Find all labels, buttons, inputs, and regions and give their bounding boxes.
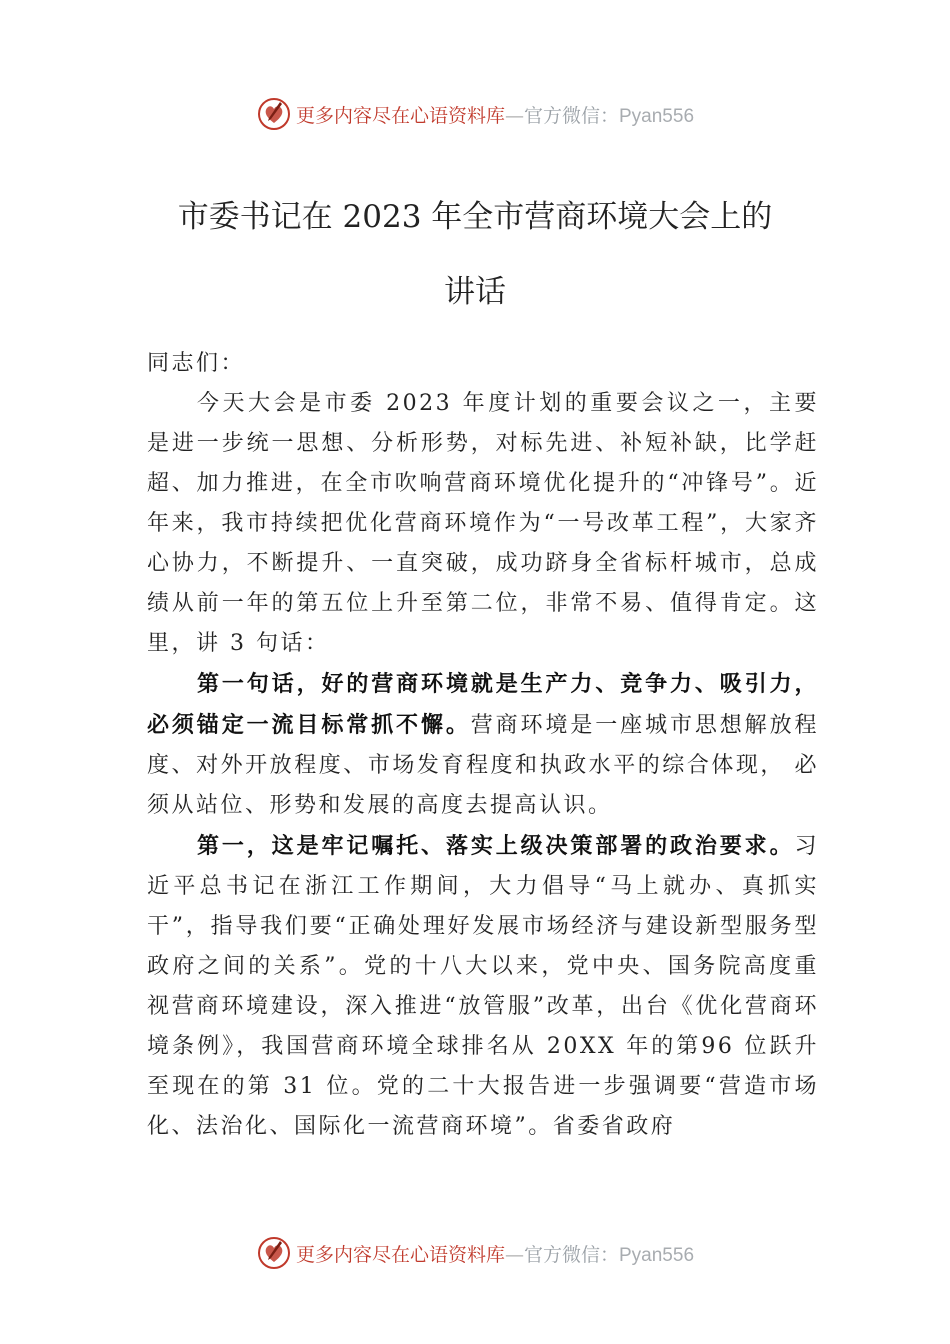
- watermark-wechat-id: Pyan556: [619, 1244, 695, 1266]
- paragraph-first-sentence-body: 营商环境是一座城市思想解放程度、对外开放程度、市场发育程度和执政水平的综合体现， 必须从站位、形势和发展的高度去提高认识。: [147, 713, 819, 818]
- document-title: [100, 180, 850, 330]
- watermark-text: [296, 1240, 694, 1267]
- paragraph-intro: 今天大会是市委 2023 年度计划的重要会议之一，主要是进一步统一思想、分析形势，对标先进、补短补缺，比学赶超、加力推进，在全市吹响营商环境优化提升的“冲锋号”。近年来，我市持续把优化营商环境作为“一号改革工程”，大家齐心协力，不断提升、一直突破，成功跻身全省标杆城市，总成绩从前一年的第五位上升至第二位，非常不易、值得肯定。这里，讲 3 句话：: [147, 391, 819, 656]
- paragraph-first-sentence-heading: 第一句话，好的营商环境就是生产力、竞争力、吸引力，必须锚定一流目标常抓不懈。: [147, 671, 819, 738]
- title-line-2: 讲话: [444, 274, 506, 310]
- watermark-site-name: 更多内容尽在心语资料库: [295, 104, 505, 127]
- title-line-1: 市委书记在 2023 年全市营商环境大会上的: [177, 199, 773, 235]
- watermark-wechat-label: 官方微信：: [523, 104, 619, 127]
- watermark-dash: —: [504, 104, 524, 127]
- watermark-wechat-label: 官方微信：: [523, 1243, 619, 1266]
- watermark-dash: —: [504, 1243, 524, 1266]
- watermark-footer: [0, 1233, 950, 1273]
- watermark-header: [0, 94, 950, 134]
- document-body: [147, 344, 819, 1147]
- greeting: 同志们：: [147, 351, 246, 376]
- watermark-site-name: 更多内容尽在心语资料库: [295, 1243, 505, 1266]
- heart-pen-logo-icon: [256, 96, 292, 132]
- paragraph-first-sentence: [147, 664, 819, 826]
- paragraph-first-point-body: 习近平总书记在浙江工作期间，大力倡导“马上就办、真抓实干”，指导我们要“正确处理好发展市场经济与建设新型服务型政府之间的关系”。党的十八大以来，党中央、国务院高度重视营商环境建设，深入推进“放管服”改革，出台《优化营商环境条例》，我国营商环境全球排名从 20XX 年的第96 位跃升至现在的第 31 位。党的二十大报告进一步强调要“营造市场化、法治化、国际化一流营商环境”。省委省政府: [147, 834, 819, 1139]
- paragraph-first-point-heading: 第一，这是牢记嘱托、落实上级决策部署的政治要求。: [197, 833, 795, 859]
- paragraph-first-point: [147, 826, 819, 1147]
- watermark-wechat-id: Pyan556: [619, 105, 695, 127]
- heart-pen-logo-icon: [256, 1235, 292, 1271]
- watermark-text: [296, 101, 694, 128]
